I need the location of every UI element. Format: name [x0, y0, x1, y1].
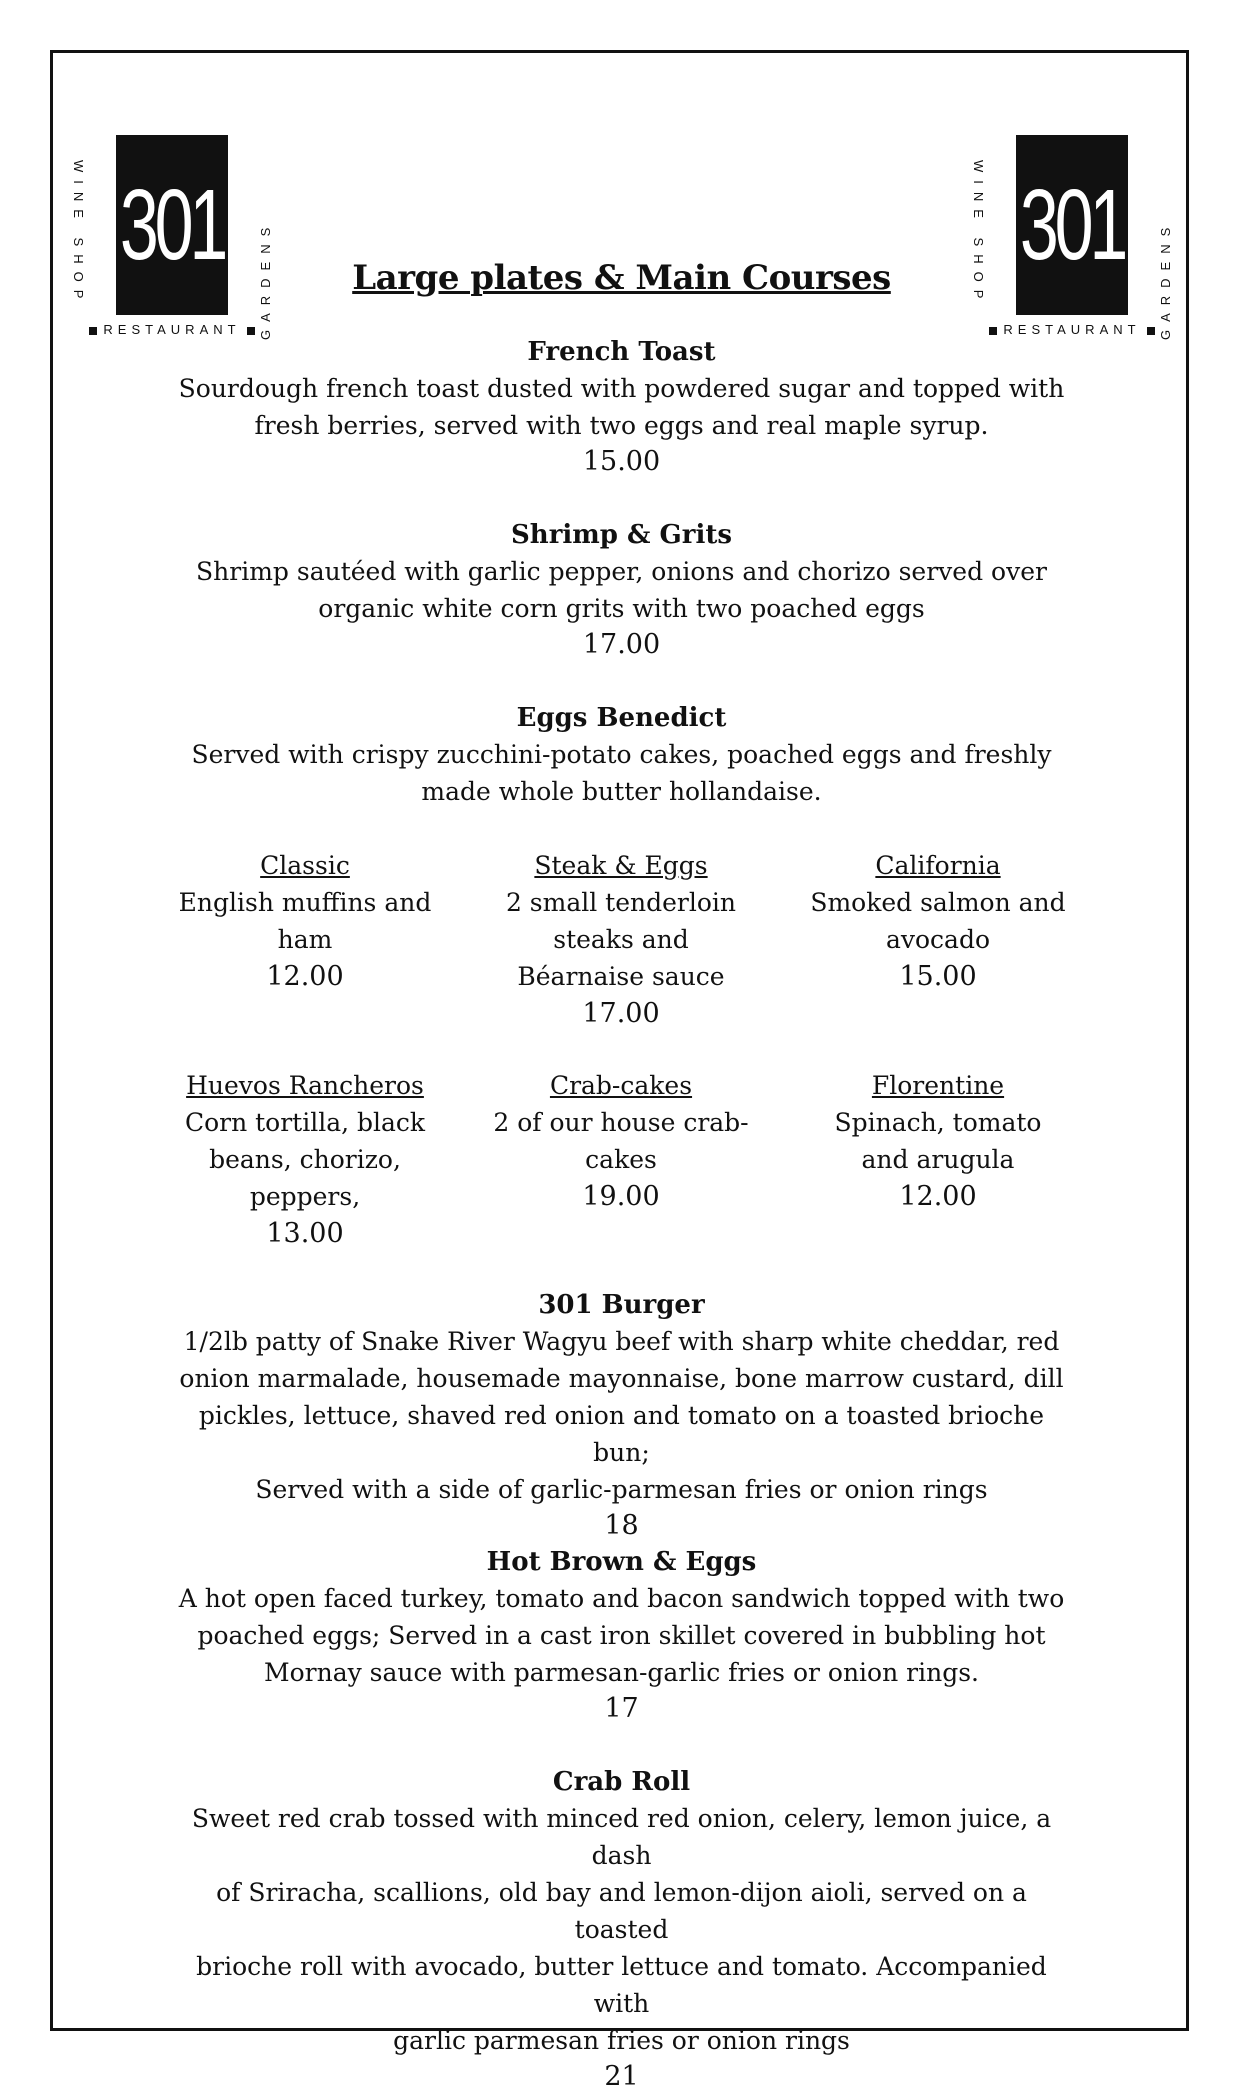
variant-price: 15.00 [899, 961, 977, 992]
logo-wine-shop-text: WINE SHOP [71, 160, 86, 307]
item-description-line: fresh berries, served with two eggs and real maple syrup. [254, 411, 989, 440]
item-description-line: poached eggs; Served in a cast iron skillet covered in bubbling hot [197, 1621, 1046, 1650]
variant-description-line: 2 small tenderloin [505, 888, 737, 917]
item-description-line: Served with a side of garlic-parmesan fries or onion rings [255, 1475, 988, 1504]
variant-name: California [875, 851, 1001, 880]
item-name: Hot Brown & Eggs [486, 1547, 757, 1577]
menu-item-shrimp-grits [0, 517, 1243, 663]
variant-description-line: avocado [885, 925, 991, 954]
logo-restaurant-text: RESTAURANT [1003, 322, 1141, 337]
variant-description-line: Spinach, tomato [834, 1108, 1042, 1137]
benedict-variant-crab-cakes [491, 1067, 751, 1215]
benedict-variant-huevos-rancheros [175, 1067, 435, 1252]
variant-description-line: cakes [585, 1145, 657, 1174]
menu-item-hot-brown-eggs [0, 1544, 1243, 1727]
variant-description-line: Béarnaise sauce [517, 962, 725, 991]
variant-description-line: English muffins and [178, 888, 432, 917]
variant-description-line: peppers, [249, 1182, 361, 1211]
variant-description-line: ham [277, 925, 333, 954]
variant-description-line: 2 of our house crab- [493, 1108, 749, 1137]
benedict-variant-steak-eggs [491, 847, 751, 1032]
variant-name: Classic [260, 851, 350, 880]
menu-item-crab-roll [0, 1764, 1243, 2095]
variant-description-line: Smoked salmon and [810, 888, 1066, 917]
item-description-line: onion marmalade, housemade mayonnaise, bone marrow custard, dill [179, 1364, 1064, 1393]
variant-description-line: steaks and [553, 925, 689, 954]
variant-price: 13.00 [266, 1218, 344, 1249]
logo-gardens-text: GARDENS [1158, 219, 1173, 340]
logo-restaurant-text: RESTAURANT [103, 322, 241, 337]
item-price: 17.00 [582, 629, 661, 660]
item-description-line: Served with crispy zucchini-potato cakes, poached eggs and freshly [191, 740, 1052, 769]
variant-name: Huevos Rancheros [186, 1071, 424, 1100]
logo-gardens-text: GARDENS [258, 219, 273, 340]
item-price: 18 [604, 1510, 639, 1541]
item-description-line: A hot open faced turkey, tomato and bacon sandwich topped with two [178, 1584, 1065, 1613]
item-description-line: garlic parmesan fries or onion rings [393, 2026, 850, 2055]
menu-item-eggs-benedict [0, 700, 1243, 810]
item-name: 301 Burger [538, 1290, 705, 1320]
menu-item-301-burger [0, 1287, 1243, 1544]
variant-price: 19.00 [582, 1181, 660, 1212]
item-price: 15.00 [582, 446, 661, 477]
item-description-line: made whole butter hollandaise. [421, 777, 822, 806]
benedict-variant-florentine [808, 1067, 1068, 1215]
menu-item-french-toast [0, 334, 1243, 480]
item-description-line: Mornay sauce with parmesan-garlic fries or onion rings. [264, 1658, 979, 1687]
benedict-variant-classic [175, 847, 435, 995]
restaurant-logo-right [962, 130, 1182, 345]
variant-name: Steak & Eggs [534, 851, 708, 880]
item-price: 17 [604, 1693, 639, 1724]
item-name: French Toast [527, 337, 716, 367]
variant-name: Crab-cakes [549, 1071, 693, 1100]
variant-name: Florentine [871, 1071, 1005, 1100]
variant-price: 17.00 [582, 998, 660, 1029]
restaurant-logo-left [62, 130, 282, 345]
benedict-variant-california [808, 847, 1068, 995]
item-description-line: Sourdough french toast dusted with powdered sugar and topped with [178, 374, 1065, 403]
item-description-line: Sweet red crab tossed with minced red onion, celery, lemon juice, a dash [191, 1804, 1052, 1870]
variant-description-line: and arugula [861, 1145, 1015, 1174]
item-name: Crab Roll [552, 1767, 691, 1797]
item-name: Shrimp & Grits [511, 520, 732, 550]
item-description-line: Shrimp sautéed with garlic pepper, onions and chorizo served over [196, 557, 1047, 586]
variant-price: 12.00 [266, 961, 344, 992]
variant-description-line: Corn tortilla, black [184, 1108, 426, 1137]
item-description-line: of Sriracha, scallions, old bay and lemon-dijon aioli, served on a toasted [216, 1878, 1027, 1944]
logo-wine-shop-text: WINE SHOP [971, 160, 986, 307]
variant-description-line: beans, chorizo, [209, 1145, 401, 1174]
page-title: Large plates & Main Courses [352, 258, 891, 298]
item-description-line: brioche roll with avocado, butter lettuce and tomato. Accompanied with [196, 1952, 1047, 2018]
item-description-line: pickles, lettuce, shaved red onion and tomato on a toasted brioche bun; [198, 1401, 1045, 1467]
variant-price: 12.00 [899, 1181, 977, 1212]
item-description-line: 1/2lb patty of Snake River Wagyu beef with sharp white cheddar, red [183, 1327, 1060, 1356]
item-description-line: organic white corn grits with two poached eggs [318, 594, 925, 623]
logo-number: 301 [116, 135, 228, 315]
logo-number: 301 [1016, 135, 1128, 315]
item-name: Eggs Benedict [516, 703, 727, 733]
item-price: 21 [604, 2061, 639, 2092]
